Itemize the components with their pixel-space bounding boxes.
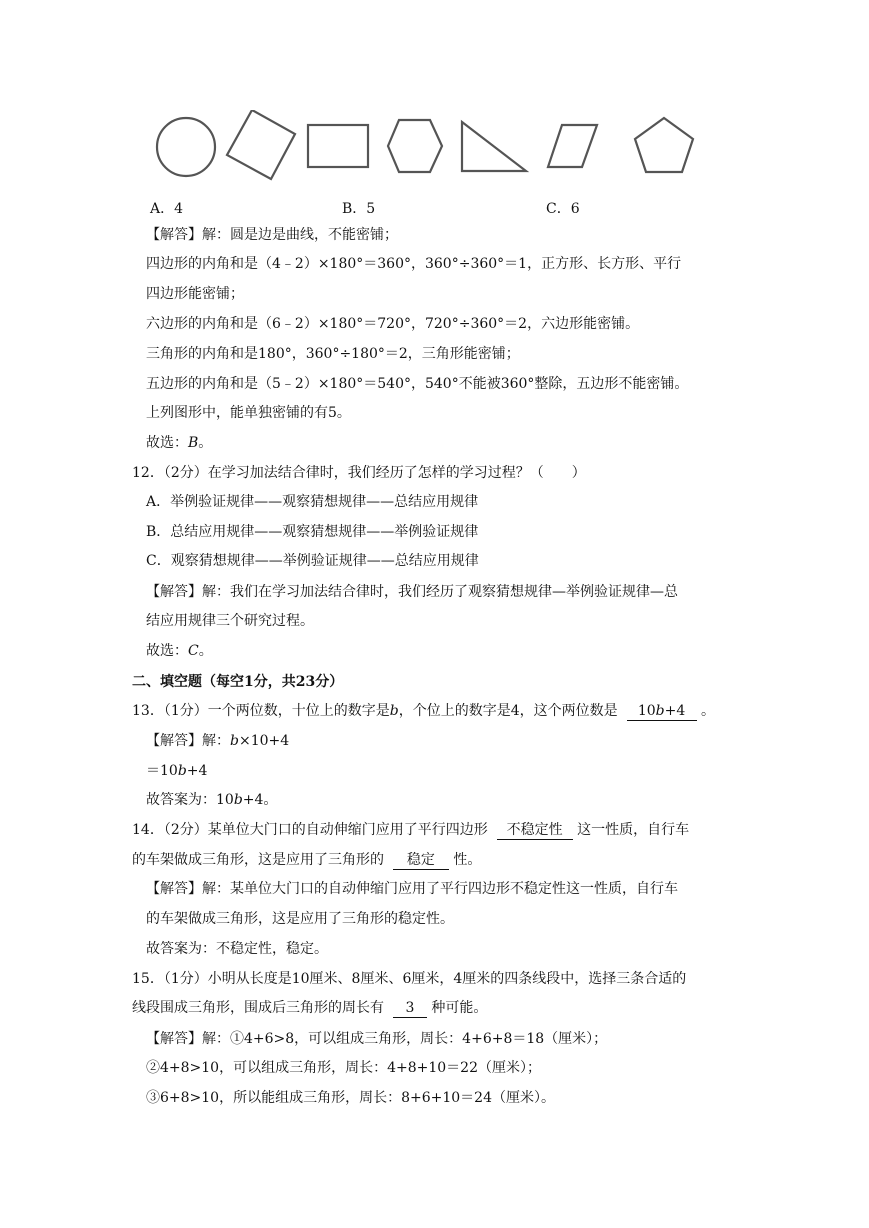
rectangle-icon (308, 125, 368, 167)
q15-stem-line2: 线段围成三角形，围成后三角形的周长有 3 种可能。 (132, 1000, 488, 1016)
q11-solution-line: 上列图形中，能单独密铺的有5。 (146, 405, 351, 421)
q11-options (150, 198, 750, 218)
q12-option-a: A．举例验证规律——观察猜想规律——总结应用规律 (146, 494, 479, 510)
q11-solution-line: 【解答】解：圆是边是曲线，不能密铺； (146, 227, 398, 243)
q11-option-c: C．6 (546, 201, 580, 217)
q13-solution-line: ＝10b+4 (146, 763, 208, 779)
q11-answer: 故选：B。 (146, 435, 213, 451)
q12-solution-line: 结应用规律三个研究过程。 (146, 613, 314, 629)
hexagon-icon (388, 120, 442, 172)
q14-solution-line: 的车架做成三角形，这是应用了三角形的稳定性。 (146, 911, 454, 927)
pentagon-icon (635, 118, 693, 172)
q13-answer: 故答案为：10b+4。 (146, 792, 278, 808)
square-icon (227, 110, 295, 179)
q11-solution-line: 六边形的内角和是（6﹣2）×180°＝720°，720°÷360°＝2，六边形能密铺。 (146, 316, 640, 332)
q14-answer-blank-2: 稳定 (393, 851, 449, 870)
q13-solution-line: 【解答】解：b×10+4 (146, 733, 290, 749)
q15-answer-blank: 3 (393, 999, 427, 1018)
q11-solution-line: 五边形的内角和是（5﹣2）×180°＝540°，540°不能被360°整除，五边形不能密铺。 (146, 376, 689, 392)
right-triangle-icon (462, 122, 526, 171)
q12-option-c: C．观察猜想规律——举例验证规律——总结应用规律 (146, 553, 479, 569)
q11-option-b: B．5 (342, 201, 376, 217)
q11-shapes-figure (150, 110, 710, 190)
q11-solution-line: 四边形能密铺； (146, 286, 244, 302)
q15-solution-line: ③6+8>10，所以能组成三角形，周长：8+6+10＝24（厘米）。 (146, 1090, 555, 1106)
parallelogram-icon (548, 125, 597, 167)
q14-stem-line2: 的车架做成三角形，这是应用了三角形的 稳定 性。 (132, 852, 482, 868)
q14-answer-blank-1: 不稳定性 (497, 821, 573, 840)
q11-solution-line: 三角形的内角和是180°，360°÷180°＝2，三角形能密铺； (146, 346, 520, 362)
circle-icon (157, 118, 215, 176)
q12-answer: 故选：C。 (146, 643, 213, 659)
q15-solution-line: ②4+8>10，可以组成三角形，周长：4+8+10＝22（厘米）； (146, 1060, 541, 1076)
q12-solution-line: 【解答】解：我们在学习加法结合律时，我们经历了观察猜想规律—举例验证规律—总 (146, 584, 678, 600)
q14-answer: 故答案为：不稳定性，稳定。 (146, 941, 328, 957)
q11-solution-line: 四边形的内角和是（4﹣2）×180°＝360°，360°÷360°＝1，正方形、长方形、平行 (146, 256, 682, 272)
q13-answer-blank: 10b+4 (627, 702, 697, 721)
q12-option-b: B．总结应用规律——观察猜想规律——举例验证规律 (146, 524, 479, 540)
q14-solution-line: 【解答】解：某单位大门口的自动伸缩门应用了平行四边形不稳定性这一性质，自行车 (146, 881, 678, 897)
q15-stem-line1: 15．（1分）小明从长度是10厘米、8厘米、6厘米，4厘米的四条线段中，选择三条合适的 (132, 971, 687, 987)
section-title-fill-in: 二、填空题（每空1分，共23分） (132, 674, 344, 690)
q12-stem: 12．（2分）在学习加法结合律时，我们经历了怎样的学习过程？（ ） (132, 465, 586, 481)
q14-stem-line1: 14．（2分）某单位大门口的自动伸缩门应用了平行四边形 不稳定性 这一性质，自行车 (132, 822, 690, 838)
q15-solution-line: 【解答】解：①4+6>8，可以组成三角形，周长：4+6+8＝18（厘米）； (146, 1031, 608, 1047)
q13-stem: 13．（1分）一个两位数，十位上的数字是b，个位上的数字是4，这个两位数是 10b+4 。 (132, 703, 715, 719)
q11-option-a: A．4 (150, 201, 184, 217)
